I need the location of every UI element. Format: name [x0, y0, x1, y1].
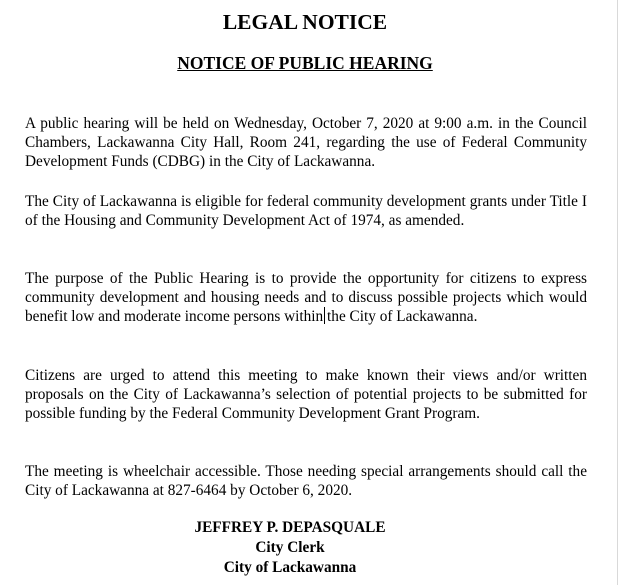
notice-title: LEGAL NOTICE	[222, 10, 388, 34]
paragraph-purpose	[25, 269, 587, 326]
paragraph-eligibility: The City of Lackawanna is eligible for federal community development grants under Title I of the Housing and Community Development Act of 1974, as amended.	[25, 193, 587, 229]
signature-title: City Clerk	[255, 539, 325, 556]
paragraph-hearing-details: A public hearing will be held on Wednesday, October 7, 2020 at 9:00 a.m. in the Council Chambers, Lackawanna City Hall, Room 241, regarding the use of Federal Community Development Funds (CDBG) in the City of Lackawanna.	[25, 115, 587, 170]
signature-organization: City of Lackawanna	[223, 559, 357, 576]
paragraph-purpose-text-before-cursor: The purpose of the Public Hearing is to provide the opportunity for citizens to express community development and housing needs and to discuss possible projects which would benefit low and moderate income persons within	[25, 270, 587, 325]
signature-name: JEFFREY P. DEPASQUALE	[194, 519, 386, 536]
paragraph-purpose-text-after-cursor: the City of Lackawanna.	[323, 308, 478, 325]
paragraph-citizens-urged: Citizens are urged to attend this meeting to make known their views and/or written proposals on the City of Lackawanna’s selection of potential projects to be submitted for possible funding by the Federal Community Development Grant Program.	[25, 367, 587, 422]
notice-subtitle: NOTICE OF PUBLIC HEARING	[177, 53, 433, 73]
signature-block	[0, 518, 580, 578]
paragraph-accessibility: The meeting is wheelchair accessible. Those needing special arrangements should call the City of Lackawanna at 827-6464 by October 6, 2020.	[25, 463, 587, 499]
